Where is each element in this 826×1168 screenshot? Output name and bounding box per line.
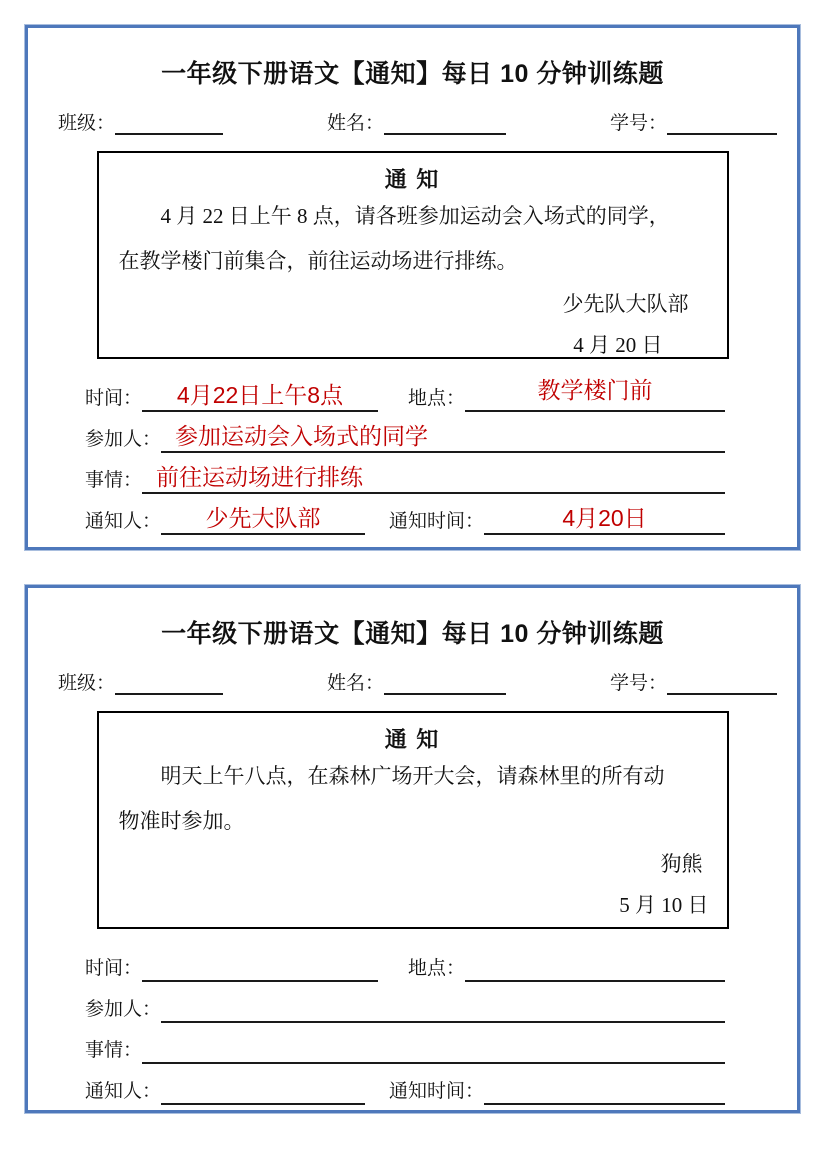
participants-answer-line xyxy=(161,991,725,1023)
student-no-blank-line xyxy=(667,109,777,135)
matter-answer-text: 前往运动场进行排练 xyxy=(156,464,364,490)
notice-body xyxy=(99,754,727,844)
place-label: 地点： xyxy=(408,388,466,409)
answer-fields xyxy=(85,371,725,535)
participants-label: 参加人： xyxy=(85,429,162,450)
place-answer-line xyxy=(465,377,725,412)
matter-label: 事情： xyxy=(85,1040,143,1061)
class-label: 班级： xyxy=(58,673,116,694)
notice-body-line-1: 明天上午八点，在森林广场开大会，请森林里的所有动 xyxy=(160,764,665,788)
notifier-row xyxy=(85,494,725,535)
class-blank-line xyxy=(115,669,223,695)
name-blank-line xyxy=(384,109,506,135)
notify-time-label: 通知时间： xyxy=(389,511,485,532)
class-blank-line xyxy=(115,109,223,135)
notifier-answer-text: 少先大队部 xyxy=(205,505,321,531)
notifier-label: 通知人： xyxy=(85,1081,162,1102)
time-answer-line xyxy=(142,950,378,982)
worksheet-2 xyxy=(25,585,800,1113)
matter-answer-line xyxy=(142,462,725,494)
notice-date: 5 月 10 日 xyxy=(619,893,709,917)
matter-row xyxy=(85,1023,725,1064)
time-label: 时间： xyxy=(85,388,143,409)
time-label: 时间： xyxy=(85,958,143,979)
participants-label: 参加人： xyxy=(85,999,162,1020)
participants-row xyxy=(85,412,725,453)
participants-row xyxy=(85,982,725,1023)
notifier-answer-line xyxy=(161,503,365,535)
student-no-blank-line xyxy=(667,669,777,695)
notice-body xyxy=(99,194,727,284)
time-place-row xyxy=(85,371,725,412)
name-blank-line xyxy=(384,669,506,695)
notice-heading: 通 知 xyxy=(384,727,441,752)
place-answer-text: 教学楼门前 xyxy=(537,377,653,403)
worksheet-1 xyxy=(25,25,800,550)
notice-box xyxy=(97,711,729,929)
matter-row xyxy=(85,453,725,494)
name-label: 姓名： xyxy=(326,113,384,134)
student-no-label: 学号： xyxy=(609,673,667,694)
notify-time-label: 通知时间： xyxy=(389,1081,485,1102)
class-label: 班级： xyxy=(58,113,116,134)
matter-answer-line xyxy=(142,1032,725,1064)
student-info-row xyxy=(58,668,777,695)
notice-box xyxy=(97,151,729,359)
notifier-label: 通知人： xyxy=(85,511,162,532)
notice-body-line-1: 4 月 22 日上午 8 点，请各班参加运动会入场式的同学， xyxy=(160,204,670,228)
notifier-answer-line xyxy=(161,1073,365,1105)
place-label: 地点： xyxy=(408,958,466,979)
notice-signer: 少先队大队部 xyxy=(562,292,689,316)
notice-body-line-2: 在教学楼门前集合，前往运动场进行排练。 xyxy=(118,249,518,273)
time-answer-text: 4月22日上午8点 xyxy=(176,382,344,408)
worksheet-title: 一年级下册语文【通知】每日 10 分钟训练题 xyxy=(161,620,664,648)
notify-time-answer-line xyxy=(484,1073,725,1105)
notice-body-line-2: 物准时参加。 xyxy=(118,809,245,833)
student-no-field xyxy=(610,668,777,695)
notice-signer: 狗熊 xyxy=(660,852,703,876)
notice-heading: 通 知 xyxy=(384,167,441,192)
time-place-row xyxy=(85,941,725,982)
notify-time-answer-text: 4月20日 xyxy=(562,505,647,531)
notice-date: 4 月 20 日 xyxy=(573,333,663,357)
place-answer-line xyxy=(465,950,725,982)
class-field xyxy=(58,108,223,135)
answer-fields xyxy=(85,941,725,1105)
matter-label: 事情： xyxy=(85,470,143,491)
participants-answer-line xyxy=(161,421,725,453)
student-no-field xyxy=(610,108,777,135)
name-field xyxy=(327,668,506,695)
student-no-label: 学号： xyxy=(609,113,667,134)
notify-time-answer-line xyxy=(484,503,725,535)
notifier-row xyxy=(85,1064,725,1105)
name-field xyxy=(327,108,506,135)
worksheet-title: 一年级下册语文【通知】每日 10 分钟训练题 xyxy=(161,60,664,88)
time-answer-line xyxy=(142,380,378,412)
class-field xyxy=(58,668,223,695)
student-info-row xyxy=(58,108,777,135)
name-label: 姓名： xyxy=(326,673,384,694)
participants-answer-text: 参加运动会入场式的同学 xyxy=(175,423,429,449)
